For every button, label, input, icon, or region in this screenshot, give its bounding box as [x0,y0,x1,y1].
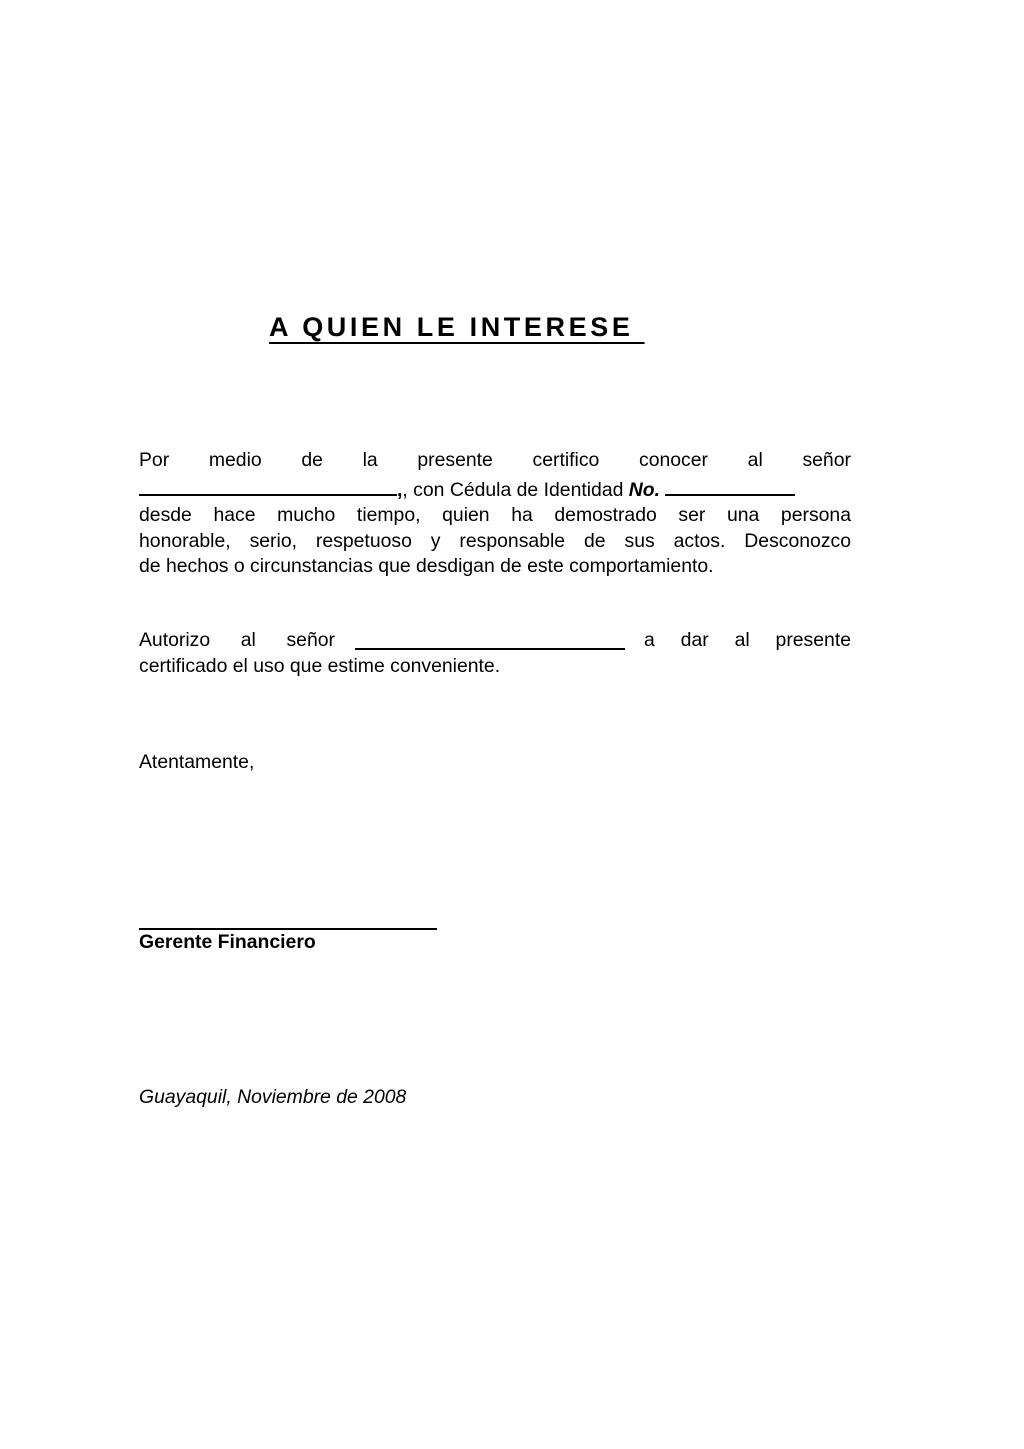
word: Por [139,449,170,471]
word: conocer [639,449,708,471]
text-line: honorable, serio, respetuoso y responsable de sus actos. Desconozco [139,529,851,552]
name-blank [139,474,397,496]
certification-paragraph [139,448,851,580]
paragraph2-line2: certificado el uso que estime conveniente. [139,654,501,677]
word: medio [208,449,262,471]
paragraph1-line5: de hechos o circunstancias que desdigan de este comportamiento. [139,555,714,577]
document-title: A QUIEN LE INTERESE [269,312,645,342]
word: certifico [532,449,600,471]
word: la [362,449,378,471]
word: de [301,449,323,471]
paragraph1-line2 [139,474,851,504]
id-number-label: No. [628,478,661,501]
signature-line [139,928,437,930]
word: señor [802,449,851,471]
authorization-paragraph [139,628,851,679]
id-number-blank [665,474,795,496]
authorization-start: Autorizo al señor [139,629,335,651]
authorization-end: a dar al presente [644,629,851,651]
word: al [747,449,763,471]
place-and-date: Guayaquil, Noviembre de 2008 [139,1086,407,1108]
paragraph1-line3 [139,503,851,529]
word: presente [417,449,493,471]
paragraph2-line1 [139,628,851,654]
paragraph1-line1 [139,448,851,474]
closing-text: Atentamente, [139,751,255,773]
text-line: desde hace mucho tiempo, quien ha demostrado ser una persona [139,504,851,526]
authorized-person-blank [355,628,625,650]
paragraph1-line4 [139,529,851,555]
comma: , [397,478,403,501]
signatory-title: Gerente Financiero [139,931,316,953]
id-label: , con Cédula de Identidad [402,478,629,501]
